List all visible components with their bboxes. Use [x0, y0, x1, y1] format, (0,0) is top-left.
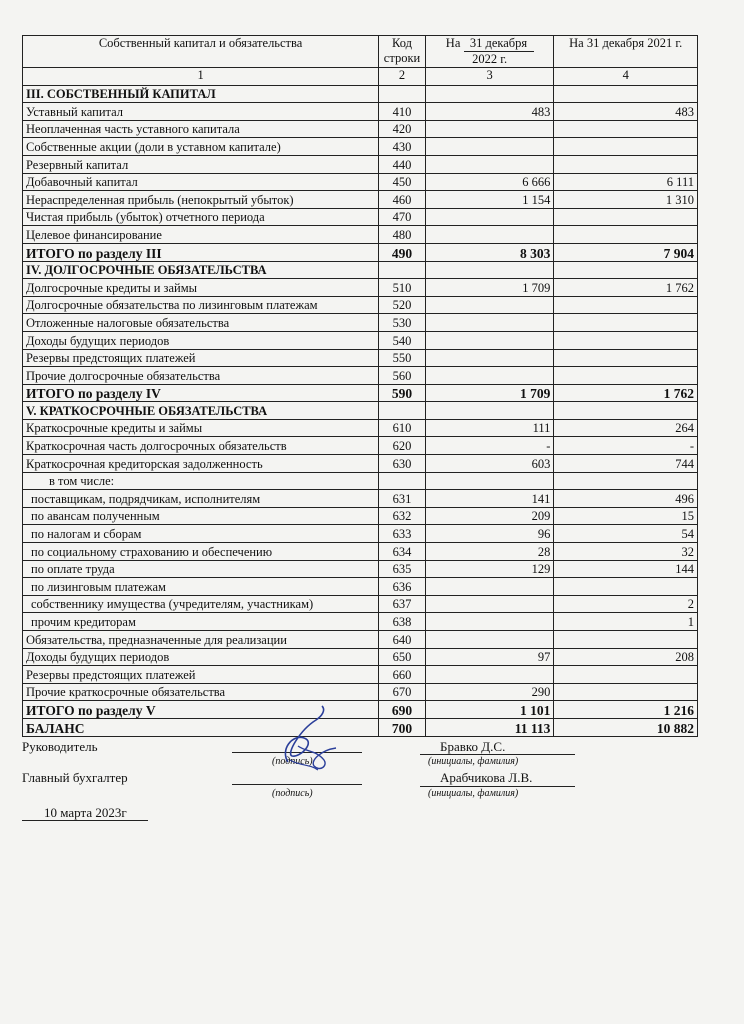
row-value-2022: [425, 296, 554, 314]
row-value-2022: [425, 226, 554, 244]
table-row: [23, 578, 698, 596]
empty-cell: [379, 85, 426, 103]
row-value-2021: 1 310: [554, 191, 698, 209]
row-name: Резервный капитал: [23, 155, 379, 173]
row-name: Собственные акции (доли в уставном капитале): [23, 138, 379, 156]
row-value-2021: [554, 683, 698, 701]
row-value-2022: 209: [425, 507, 554, 525]
table-row: [23, 560, 698, 578]
row-value-2022: 483: [425, 103, 554, 121]
table-row: [23, 384, 698, 402]
row-value-2021: 264: [554, 419, 698, 437]
row-name: Отложенные налоговые обязательства: [23, 314, 379, 332]
head-label: Руководитель: [22, 739, 98, 754]
empty-cell: [554, 85, 698, 103]
table-body: [23, 85, 698, 736]
table-row: [23, 226, 698, 244]
row-value-2021: [554, 331, 698, 349]
row-value-2021: 32: [554, 543, 698, 561]
row-value-2022: 1 709: [425, 279, 554, 297]
date-line: [22, 820, 148, 821]
row-name: ИТОГО по разделу IV: [23, 384, 379, 402]
accountant-name-line: [420, 786, 575, 787]
header-col3-date: 31 декабря: [464, 36, 534, 52]
balance-table: [22, 35, 698, 737]
row-name: Нераспределенная прибыль (непокрытый убыток): [23, 191, 379, 209]
row-code: 632: [379, 507, 426, 525]
table-row: [23, 525, 698, 543]
row-value-2022: 1 709: [425, 384, 554, 402]
empty-cell: [425, 261, 554, 279]
row-code: 540: [379, 331, 426, 349]
row-code: 634: [379, 543, 426, 561]
row-value-2022: [425, 367, 554, 385]
row-name: в том числе:: [23, 472, 379, 490]
row-code: 670: [379, 683, 426, 701]
row-value-2022: 111: [425, 419, 554, 437]
row-name: Долгосрочные кредиты и займы: [23, 279, 379, 297]
row-name: по оплате труда: [23, 560, 379, 578]
head-name-line: [420, 754, 575, 755]
row-name: Краткосрочная кредиторская задолженность: [23, 455, 379, 473]
row-value-2022: 603: [425, 455, 554, 473]
row-name: Краткосрочная часть долгосрочных обязательств: [23, 437, 379, 455]
table-row: [23, 718, 698, 736]
row-value-2021: 144: [554, 560, 698, 578]
row-value-2022: 28: [425, 543, 554, 561]
row-name: БАЛАНС: [23, 718, 379, 736]
table-row: [23, 191, 698, 209]
row-code: 430: [379, 138, 426, 156]
accountant-sign-line: [232, 784, 362, 785]
row-code: 420: [379, 120, 426, 138]
table-row: [23, 85, 698, 103]
table-row: [23, 208, 698, 226]
row-value-2022: 6 666: [425, 173, 554, 191]
header-num4: 4: [554, 68, 698, 86]
row-code: 637: [379, 595, 426, 613]
row-value-2022: [425, 595, 554, 613]
row-value-2021: [554, 472, 698, 490]
empty-cell: [554, 261, 698, 279]
row-value-2022: [425, 666, 554, 684]
table-row: [23, 296, 698, 314]
table-row: [23, 120, 698, 138]
head-name-hint: (инициалы, фамилия): [428, 756, 519, 767]
empty-cell: [425, 85, 554, 103]
row-code: 630: [379, 455, 426, 473]
row-value-2021: -: [554, 437, 698, 455]
row-name: по налогам и сборам: [23, 525, 379, 543]
row-name: Резервы предстоящих платежей: [23, 349, 379, 367]
row-code: 510: [379, 279, 426, 297]
row-value-2021: 6 111: [554, 173, 698, 191]
row-value-2022: 1 101: [425, 701, 554, 719]
row-name: Краткосрочные кредиты и займы: [23, 419, 379, 437]
table-row: [23, 138, 698, 156]
row-value-2021: [554, 314, 698, 332]
header-col4: На 31 декабря 2021 г.: [554, 36, 698, 68]
table-row: [23, 613, 698, 631]
row-value-2021: 10 882: [554, 718, 698, 736]
row-code: 590: [379, 384, 426, 402]
empty-cell: [554, 402, 698, 420]
row-value-2021: [554, 631, 698, 649]
row-value-2021: 1 762: [554, 384, 698, 402]
row-value-2022: [425, 208, 554, 226]
empty-cell: [379, 402, 426, 420]
table-row: [23, 261, 698, 279]
row-value-2021: 7 904: [554, 243, 698, 261]
row-value-2022: 1 154: [425, 191, 554, 209]
table-row: [23, 472, 698, 490]
row-name: по авансам полученным: [23, 507, 379, 525]
row-value-2022: [425, 613, 554, 631]
row-value-2021: [554, 120, 698, 138]
table-row: [23, 155, 698, 173]
handwritten-signature: [270, 700, 350, 780]
row-name: прочим кредиторам: [23, 613, 379, 631]
row-code: 410: [379, 103, 426, 121]
row-name: по лизинговым платежам: [23, 578, 379, 596]
header-col3-prefix: На: [445, 36, 461, 50]
row-name: Прочие долгосрочные обязательства: [23, 367, 379, 385]
table-row: [23, 543, 698, 561]
row-name: Целевое финансирование: [23, 226, 379, 244]
row-name: Долгосрочные обязательства по лизинговым платежам: [23, 296, 379, 314]
row-value-2022: [425, 120, 554, 138]
accountant-name-hint: (инициалы, фамилия): [428, 788, 519, 799]
row-value-2021: 15: [554, 507, 698, 525]
row-value-2021: [554, 578, 698, 596]
row-value-2021: [554, 349, 698, 367]
table-row: [23, 367, 698, 385]
row-code: 550: [379, 349, 426, 367]
row-code: 636: [379, 578, 426, 596]
table-row: [23, 490, 698, 508]
head-sign-hint: (подпись): [272, 756, 313, 767]
row-name: ИТОГО по разделу III: [23, 243, 379, 261]
row-code: 470: [379, 208, 426, 226]
row-code: 560: [379, 367, 426, 385]
row-code: 640: [379, 631, 426, 649]
row-code: 638: [379, 613, 426, 631]
row-value-2021: 1 216: [554, 701, 698, 719]
row-code: 650: [379, 648, 426, 666]
row-value-2021: 483: [554, 103, 698, 121]
table-row: [23, 402, 698, 420]
header-num3: 3: [425, 68, 554, 86]
section-heading: IV. ДОЛГОСРОЧНЫЕ ОБЯЗАТЕЛЬСТВА: [23, 261, 379, 279]
row-code: 490: [379, 243, 426, 261]
row-value-2022: 96: [425, 525, 554, 543]
row-value-2022: 129: [425, 560, 554, 578]
table-row: [23, 314, 698, 332]
row-value-2022: 8 303: [425, 243, 554, 261]
row-value-2021: [554, 208, 698, 226]
row-value-2021: [554, 138, 698, 156]
table-row: [23, 631, 698, 649]
table-row: [23, 103, 698, 121]
row-code: 520: [379, 296, 426, 314]
row-code: 620: [379, 437, 426, 455]
accountant-label: Главный бухгалтер: [22, 770, 128, 785]
accountant-name: Арабчикова Л.В.: [440, 770, 533, 785]
table-row: [23, 243, 698, 261]
section-heading: V. КРАТКОСРОЧНЫЕ ОБЯЗАТЕЛЬСТВА: [23, 402, 379, 420]
row-name: Резервы предстоящих платежей: [23, 666, 379, 684]
empty-cell: [379, 261, 426, 279]
row-name: собственнику имущества (учредителям, участникам): [23, 595, 379, 613]
row-name: Доходы будущих периодов: [23, 648, 379, 666]
row-code: 660: [379, 666, 426, 684]
row-name: Уставный капитал: [23, 103, 379, 121]
row-value-2022: [425, 331, 554, 349]
table-row: [23, 507, 698, 525]
row-value-2022: [425, 155, 554, 173]
table-row: [23, 331, 698, 349]
row-value-2022: [425, 631, 554, 649]
table-number-row: [23, 68, 698, 86]
row-name: по социальному страхованию и обеспечению: [23, 543, 379, 561]
row-code: 480: [379, 226, 426, 244]
row-name: Доходы будущих периодов: [23, 331, 379, 349]
row-code: 530: [379, 314, 426, 332]
row-value-2022: [425, 314, 554, 332]
section-heading: III. СОБСТВЕННЫЙ КАПИТАЛ: [23, 85, 379, 103]
row-code: 610: [379, 419, 426, 437]
row-value-2022: 11 113: [425, 718, 554, 736]
header-num1: 1: [23, 68, 379, 86]
header-col2: Код строки: [379, 36, 426, 68]
row-value-2021: 496: [554, 490, 698, 508]
row-value-2022: [425, 472, 554, 490]
row-value-2021: [554, 226, 698, 244]
table-row: [23, 279, 698, 297]
row-value-2021: [554, 367, 698, 385]
row-code: 633: [379, 525, 426, 543]
report-date: 10 марта 2023г: [44, 805, 127, 820]
row-value-2021: 54: [554, 525, 698, 543]
row-code: 631: [379, 490, 426, 508]
table-header-row: [23, 36, 698, 68]
row-value-2022: 141: [425, 490, 554, 508]
row-value-2021: 2: [554, 595, 698, 613]
row-value-2022: [425, 349, 554, 367]
table-row: [23, 173, 698, 191]
row-value-2022: 97: [425, 648, 554, 666]
row-code: 460: [379, 191, 426, 209]
row-value-2021: 208: [554, 648, 698, 666]
table-row: [23, 648, 698, 666]
row-name: Неоплаченная часть уставного капитала: [23, 120, 379, 138]
row-code: 700: [379, 718, 426, 736]
row-value-2021: 1 762: [554, 279, 698, 297]
row-code: 440: [379, 155, 426, 173]
accountant-sign-hint: (подпись): [272, 788, 313, 799]
row-value-2022: 290: [425, 683, 554, 701]
empty-cell: [425, 402, 554, 420]
header-col1: Собственный капитал и обязательства: [23, 36, 379, 68]
header-num2: 2: [379, 68, 426, 86]
table-row: [23, 419, 698, 437]
table-row: [23, 349, 698, 367]
row-name: ИТОГО по разделу V: [23, 701, 379, 719]
table-row: [23, 437, 698, 455]
table-row: [23, 666, 698, 684]
row-value-2021: [554, 666, 698, 684]
head-name: Бравко Д.С.: [440, 739, 506, 754]
row-value-2022: [425, 138, 554, 156]
row-code: [379, 472, 426, 490]
row-name: Добавочный капитал: [23, 173, 379, 191]
row-name: Чистая прибыль (убыток) отчетного периода: [23, 208, 379, 226]
row-code: 450: [379, 173, 426, 191]
row-name: поставщикам, подрядчикам, исполнителям: [23, 490, 379, 508]
row-value-2022: -: [425, 437, 554, 455]
table-row: [23, 595, 698, 613]
row-value-2021: 1: [554, 613, 698, 631]
row-value-2022: [425, 578, 554, 596]
row-value-2021: 744: [554, 455, 698, 473]
row-name: Прочие краткосрочные обязательства: [23, 683, 379, 701]
table-row: [23, 701, 698, 719]
table-row: [23, 683, 698, 701]
row-name: Обязательства, предназначенные для реализации: [23, 631, 379, 649]
row-code: 635: [379, 560, 426, 578]
row-value-2021: [554, 155, 698, 173]
row-code: 690: [379, 701, 426, 719]
header-col3: [425, 36, 554, 68]
header-col3-year: 2022 г.: [472, 52, 508, 66]
table-row: [23, 455, 698, 473]
row-value-2021: [554, 296, 698, 314]
